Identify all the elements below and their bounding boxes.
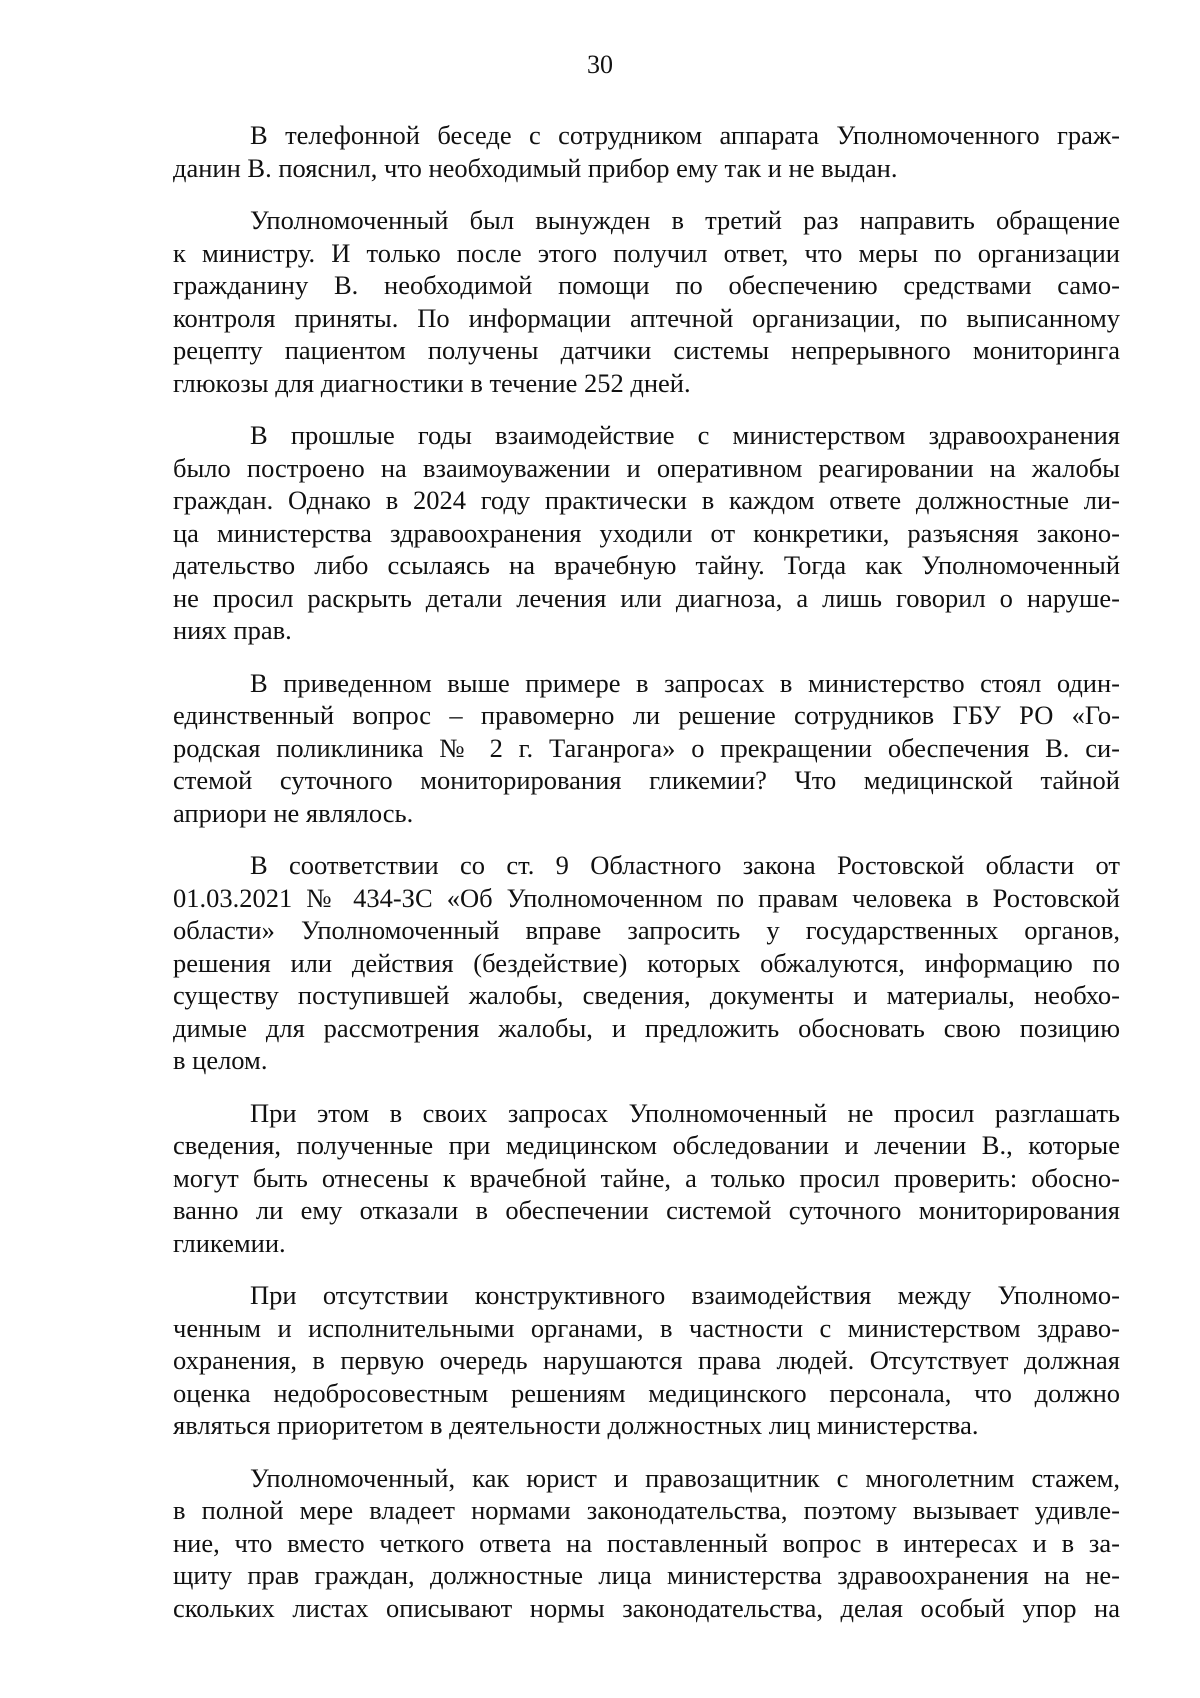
text-line: дательство либо ссылаясь на врачебную тайну. Тогда как Уполномоченный xyxy=(173,550,1120,580)
text-line: скольких листах описывают нормы законодательства, делая особый упор на xyxy=(173,1592,1120,1623)
text-line: существу поступившей жалобы, сведения, документы и материалы, необхо- xyxy=(173,980,1120,1010)
text-line: щиту прав граждан, должностные лица министерства здравоохранения на не- xyxy=(173,1560,1120,1590)
text-line: было построено на взаимоуважении и оперативном реагировании на жалобы xyxy=(173,452,1120,483)
text-line: ванно ли ему отказали в обеспечении системой суточного мониторирования xyxy=(173,1195,1120,1225)
text-line: в полной мере владеет нормами законодательства, поэтому вызывает удивле- xyxy=(173,1495,1120,1525)
text-line: В соответствии со ст. 9 Областного закона Ростовской области от xyxy=(250,850,1120,880)
text-line: граждан. Однако в 2024 году практически в каждом ответе должностные ли- xyxy=(173,485,1120,515)
text-line: сведения, полученные при медицинском обследовании и лечении В., которые xyxy=(173,1130,1120,1160)
text-line: рецепту пациентом получены датчики системы непрерывного мониторинга xyxy=(173,335,1120,365)
text-line: В телефонной беседе с сотрудником аппарата Уполномоченного граж- xyxy=(250,120,1120,150)
text-line: данин В. пояснил, что необходимый прибор ему так и не выдан. xyxy=(173,152,898,183)
text-line: могут быть отнесены к врачебной тайне, а только просил проверить: обосно- xyxy=(173,1162,1120,1193)
text-line: к министру. И только после этого получил ответ, что меры по организации xyxy=(173,237,1120,268)
text-line: родская поликлиника № 2 г. Таганрога» о прекращении обеспечения В. си- xyxy=(173,732,1120,763)
paragraph xyxy=(173,667,1120,830)
paragraph xyxy=(173,1462,1120,1625)
paragraph xyxy=(173,204,1120,399)
paragraph xyxy=(173,419,1120,647)
text-line: являться приоритетом в деятельности должностных лиц министерства. xyxy=(173,1410,979,1440)
paragraph xyxy=(173,1279,1120,1442)
text-line: априори не являлось. xyxy=(173,797,414,828)
paragraph xyxy=(173,849,1120,1077)
text-line: оценка недобросовестным решениям медицинского персонала, что должно xyxy=(173,1377,1120,1408)
text-line: контроля приняты. По информации аптечной организации, по выписанному xyxy=(173,302,1120,333)
document-body xyxy=(173,119,1120,1644)
paragraph xyxy=(173,119,1120,184)
text-line: Уполномоченный был вынужден в третий раз направить обращение xyxy=(250,205,1120,235)
text-line: гликемии. xyxy=(173,1227,286,1258)
text-line: ца министерства здравоохранения уходили от конкретики, разъясняя законо- xyxy=(173,517,1120,548)
text-line: В приведенном выше примере в запросах в министерство стоял один- xyxy=(250,667,1120,698)
text-line: димые для рассмотрения жалобы, и предложить обосновать свою позицию xyxy=(173,1012,1120,1043)
text-line: области» Уполномоченный вправе запросить у государственных органов, xyxy=(173,915,1120,945)
text-line: в целом. xyxy=(173,1045,268,1075)
text-line: единственный вопрос – правомерно ли решение сотрудников ГБУ РО «Го- xyxy=(173,700,1120,730)
text-line: охранения, в первую очередь нарушаются права людей. Отсутствует должная xyxy=(173,1345,1120,1375)
text-line: ние, что вместо четкого ответа на поставленный вопрос в интересах и в за- xyxy=(173,1527,1120,1558)
text-line: глюкозы для диагностики в течение 252 дней. xyxy=(173,367,691,398)
text-line: При этом в своих запросах Уполномоченный не просил разглашать xyxy=(250,1097,1120,1128)
text-line: Уполномоченный, как юрист и правозащитник с многолетним стажем, xyxy=(250,1462,1120,1493)
text-line: не просил раскрыть детали лечения или диагноза, а лишь говорил о наруше- xyxy=(173,582,1120,613)
text-line: стемой суточного мониторирования гликемии? Что медицинской тайной xyxy=(173,765,1120,795)
text-line: решения или действия (бездействие) которых обжалуются, информацию по xyxy=(173,947,1120,978)
paragraph xyxy=(173,1097,1120,1260)
page-number: 30 xyxy=(587,50,613,79)
text-line: В прошлые годы взаимодействие с министерством здравоохранения xyxy=(250,420,1120,450)
text-line: 01.03.2021 № 434-ЗС «Об Уполномоченном по правам человека в Ростовской xyxy=(173,882,1120,913)
text-line: При отсутствии конструктивного взаимодействия между Уполномо- xyxy=(250,1280,1120,1310)
text-line: ченным и исполнительными органами, в частности с министерством здраво- xyxy=(173,1312,1120,1343)
text-line: ниях прав. xyxy=(173,615,292,645)
text-line: гражданину В. необходимой помощи по обеспечению средствами само- xyxy=(173,270,1120,300)
